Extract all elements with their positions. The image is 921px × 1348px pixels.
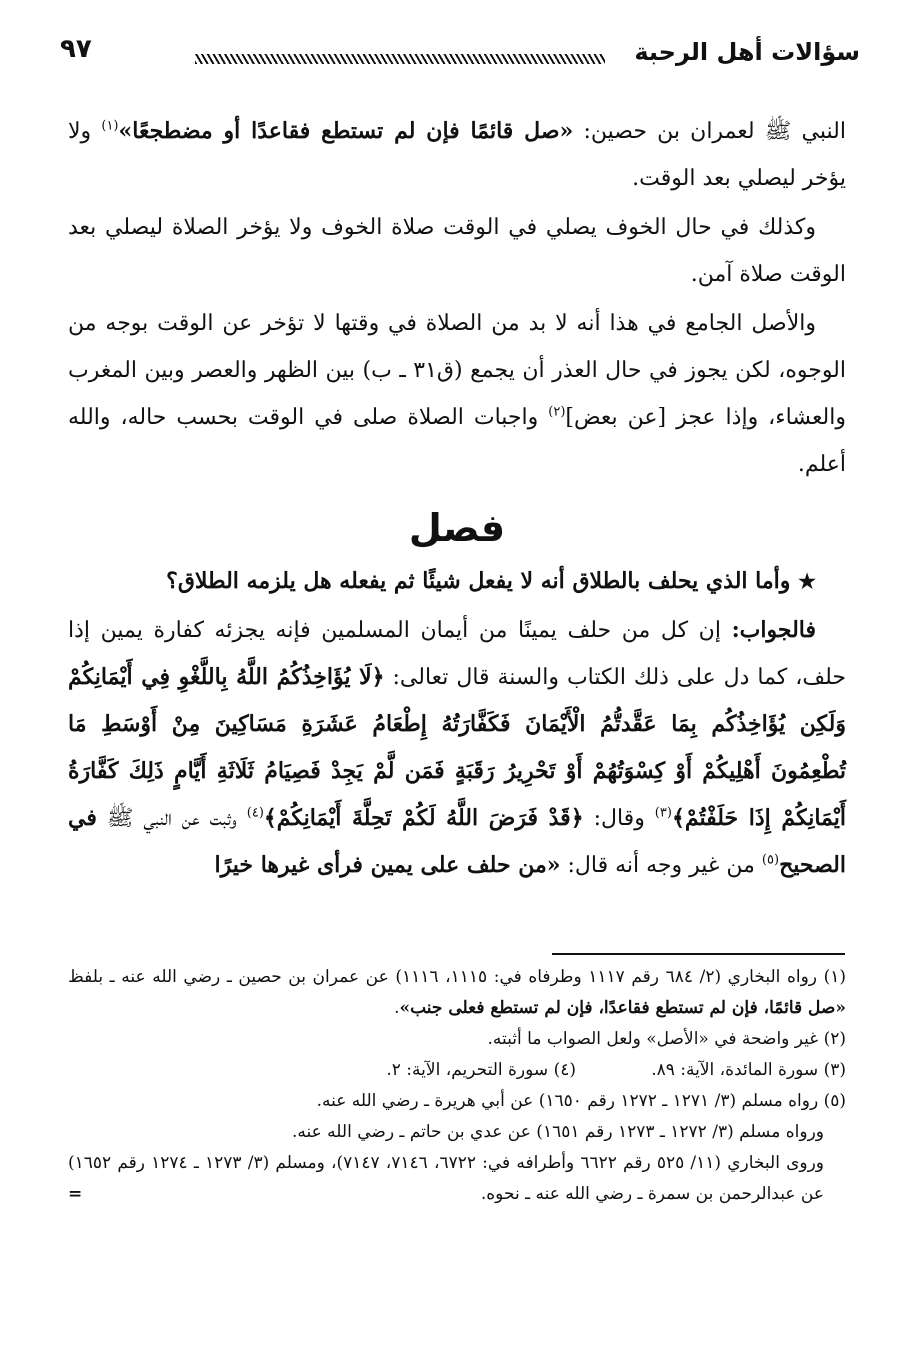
- footnote-separator: [552, 953, 845, 955]
- hadith-quote: «من حلف على يمين فرأى غيرها خيرًا: [214, 852, 561, 878]
- footnote-3-4: [68, 1055, 846, 1086]
- quran-verse: ﴿لَا يُؤَاخِذُكُمُ اللَّهُ بِاللَّغْوِ فِي أَيْمَانِكُمْ وَلَكِن يُؤَاخِذُكُم بِمَا عَقَّدتُّمُ الْأَيْمَانَ فَكَفَّارَتُهُ إِطْعَامُ عَشَرَةِ مَسَاكِينَ مِنْ أَوْسَطِ مَا تُطْعِمُونَ أَهْلِيكُمْ أَوْ كِسْوَتُهُمْ أَوْ تَحْرِيرُ رَقَبَةٍ فَمَن لَّمْ يَجِدْ فَصِيَامُ ثَلَاثَةِ أَيَّامٍ ذَلِكَ كَفَّارَةُ أَيْمَانِكُمْ إِذَا حَلَفْتُمْ﴾: [68, 664, 847, 831]
- footnote-5-cont: ورواه مسلم (٣/ ١٢٧٢ ـ ١٢٧٣ رقم ١٦٥١) عن عدي بن حاتم ـ رضي الله عنه.: [291, 1122, 824, 1142]
- star-icon: ★: [798, 569, 816, 593]
- page-number: ٩٧: [60, 34, 92, 64]
- footnote-ref: (١): [101, 118, 119, 134]
- section-title: فصل: [408, 506, 506, 550]
- paragraph-2: وكذلك في حال الخوف يصلي في الوقت صلاة الخوف ولا يؤخر الصلاة ليصلي بعد الوقت صلاة آمن.: [68, 215, 846, 287]
- footnote-ref: (٤): [246, 805, 264, 821]
- footnote-3: (٣) سورة المائدة، الآية: ٨٩.: [651, 1060, 846, 1080]
- continued-mark: =: [68, 1184, 83, 1204]
- main-text: [68, 108, 846, 891]
- hadith-quote: «صل قائمًا فإن لم تستطع فقاعدًا أو مضطجعًا»: [118, 118, 574, 144]
- footnote-4: (٤) سورة التحريم، الآية: ٢.: [386, 1060, 576, 1080]
- answer-paragraph: فالجواب: إن كل من حلف يمينًا من أيمان المسلمين فإنه يجزئه كفارة يمين إذا حلف، كما دل على ذلك الكتاب والسنة قال تعالى: ﴿لَا يُؤَاخِذُكُمُ اللَّهُ بِاللَّغْوِ فِي أَيْمَانِكُمْ وَلَكِن يُؤَاخِذُكُم بِمَا عَقَّدتُّمُ الْأَيْمَانَ فَكَفَّارَتُهُ إِطْعَامُ عَشَرَةِ مَسَاكِينَ مِنْ أَوْسَطِ مَا تُطْعِمُونَ أَهْلِيكُمْ أَوْ كِسْوَتُهُمْ أَوْ تَحْرِيرُ رَقَبَةٍ فَمَن لَّمْ يَجِدْ فَصِيَامُ ثَلَاثَةِ أَيَّامٍ ذَلِكَ كَفَّارَةُ أَيْمَانِكُمْ إِذَا حَلَفْتُمْ﴾$^{(٣)}$ وقال: ﴿قَدْ فَرَضَ اللَّهُ لَكُمْ تَحِلَّةَ أَيْمَانِكُمْ﴾$^{(٤)}$ وثبت عن النبي ﷺ في الصحيح$^{(٥)}$ من غير وجه أنه قال: «من حلف على يمين فرأى غيرها خيرًا: [68, 617, 847, 878]
- paragraph-1: النبي ﷺ لعمران بن حصين: «صل قائمًا فإن لم تستطع فقاعدًا أو مضطجعًا»$^{(١)}$ ولا يؤخر ليصلي بعد الوقت.: [68, 118, 846, 191]
- running-title: سؤالات أهل الرحبة: [634, 38, 860, 66]
- quran-verse: ﴿قَدْ فَرَضَ اللَّهُ لَكُمْ تَحِلَّةَ أَيْمَانِكُمْ﴾: [263, 805, 584, 831]
- page-header: [60, 30, 860, 80]
- paragraph-3: والأصل الجامع في هذا أنه لا بد من الصلاة في وقتها لا تؤخر عن الوقت بوجه من الوجوه، لكن يجوز في حال العذر أن يجمع (ق٣١ ـ ب) بين الظهر والعصر وبين المغرب والعشاء، وإذا عجز [عن بعض]$^{(٢)}$ واجبات الصلاة صلى في الوقت بحسب حاله، والله أعلم.: [68, 311, 847, 477]
- header-hatched-rule: [195, 54, 605, 64]
- footnote-ref: (٢): [548, 404, 566, 420]
- answer-label: فالجواب:: [731, 617, 816, 643]
- footnote-5: (٥) رواه مسلم (٣/ ١٢٧١ ـ ١٢٧٢ رقم ١٦٥٠) عن أبي هريرة ـ رضي الله عنه.: [316, 1091, 846, 1111]
- footnote-2: (٢) غير واضحة في «الأصل» ولعل الصواب ما أثبته.: [487, 1029, 846, 1049]
- footnote-5-cont: وروى البخاري (١١/ ٥٢٥ رقم ٦٦٢٢ وأطرافه في: ٦٧٢٢، ٧١٤٦، ٧١٤٧)، ومسلم (٣/ ١٢٧٣ ـ ١٢٧٤ رقم ١٦٥٢) عن عبدالرحمن بن سمرة ـ رضي الله عنه ـ نحوه. =: [68, 1148, 846, 1210]
- footnote-ref: (٥): [761, 852, 780, 868]
- footnote-ref: (٣): [654, 805, 672, 821]
- footnote-1: (١) رواه البخاري (٢/ ٦٨٤ رقم ١١١٧ وطرفاه في: ١١١٥، ١١١٦) عن عمران بن حصين ـ رضي الله عنه ـ بلفظ «صل قائمًا، فإن لم تستطع فقاعدًا، فإن لم تستطع فعلى جنب».: [68, 967, 846, 1018]
- question: ★ وأما الذي يحلف بالطلاق أنه لا يفعل شيئًا ثم يفعله هل يلزمه الطلاق؟: [166, 568, 816, 594]
- footnotes: [68, 962, 846, 1210]
